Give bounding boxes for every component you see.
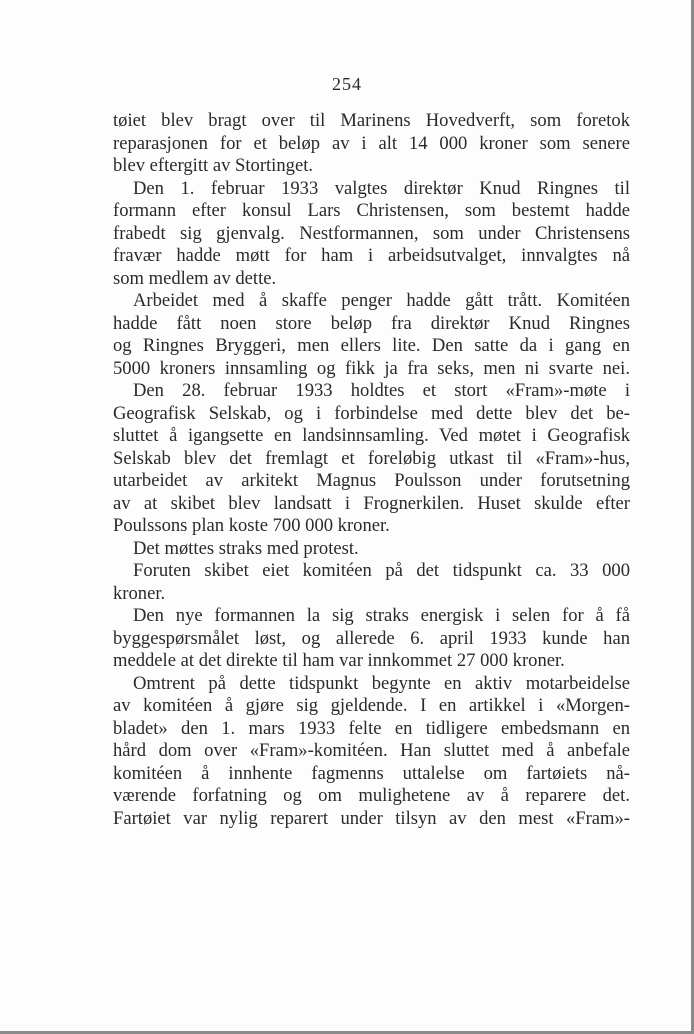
text-line: Geografisk Selskab, og i forbindelse med dette blev det be-	[113, 402, 630, 424]
page-number: 254	[332, 74, 362, 94]
text-line: hadde fått noen store beløp fra direktør Knud Ringnes	[113, 312, 630, 334]
text-line: byggespørsmålet løst, og allerede 6. april 1933 kunde han	[113, 627, 630, 649]
text-line: værende forfatning og om mulighetene av å reparere det.	[113, 785, 630, 806]
text-line: utarbeidet av arkitekt Magnus Poulsson under forutsetning	[113, 470, 630, 491]
text-line: frabedt sig gjenvalg. Nestformannen, som under Christensens	[113, 222, 630, 244]
text-line: Selskab blev det fremlagt et foreløbig utkast til «Fram»-hus,	[113, 447, 630, 469]
text-line: bladet» den 1. mars 1933 felte en tidligere embedsmann en	[113, 717, 630, 739]
text-line: tøiet blev bragt over til Marinens Hovedverft, som foretok	[113, 110, 630, 131]
text-line: reparasjonen for et beløp av i alt 14 000 kroner som senere	[113, 132, 630, 154]
text-line: Poulssons plan koste 700 000 kroner.	[113, 515, 390, 536]
text-line: 5000 kroners innsamling og fikk ja fra seks, men ni svarte nei.	[113, 357, 630, 379]
text-line: Foruten skibet eiet komitéen på det tidspunkt ca. 33 000	[133, 560, 630, 581]
text-line: Omtrent på dette tidspunkt begynte en aktiv motarbeidelse	[133, 672, 630, 694]
text-line: formann efter konsul Lars Christensen, som bestemt hadde	[113, 200, 630, 221]
text-line: meddele at det direkte til ham var innkommet 27 000 kroner.	[113, 650, 565, 671]
text-line: fravær hadde møtt for ham i arbeidsutvalget, innvalgtes nå	[113, 245, 630, 266]
text-line: hård dom over «Fram»-komitéen. Han sluttet med å anbefale	[113, 740, 630, 761]
text-line: Fartøiet var nylig reparert under tilsyn av den mest «Fram»-	[113, 807, 630, 829]
text-line: Den nye formannen la sig straks energisk i selen for å få	[133, 605, 630, 626]
text-line: og Ringnes Bryggeri, men ellers lite. Den satte da i gang en	[113, 335, 630, 356]
text-line: Det møttes straks med protest.	[133, 537, 359, 559]
text-line: av komitéen å gjøre sig gjeldende. I en artikkel i «Morgen-	[113, 695, 630, 716]
text-line: sluttet å igangsette en landsinnsamling. Ved møtet i Geografisk	[113, 425, 630, 446]
text-line: blev eftergitt av Stortinget.	[113, 155, 314, 176]
text-line: Arbeidet med å skaffe penger hadde gått trått. Komitéen	[133, 290, 630, 311]
text-line: komitéen å innhente fagmenns uttalelse om fartøiets nå-	[113, 762, 630, 784]
text-line: Den 28. februar 1933 holdtes et stort «Fram»-møte i	[133, 380, 630, 401]
text-line: som medlem av dette.	[113, 267, 277, 289]
text-line: av at skibet blev landsatt i Frognerkilen. Huset skulde efter	[113, 492, 630, 514]
text-line: Den 1. februar 1933 valgtes direktør Knud Ringnes til	[133, 177, 630, 199]
body-text	[113, 110, 630, 830]
text-line: kroner.	[113, 582, 166, 604]
